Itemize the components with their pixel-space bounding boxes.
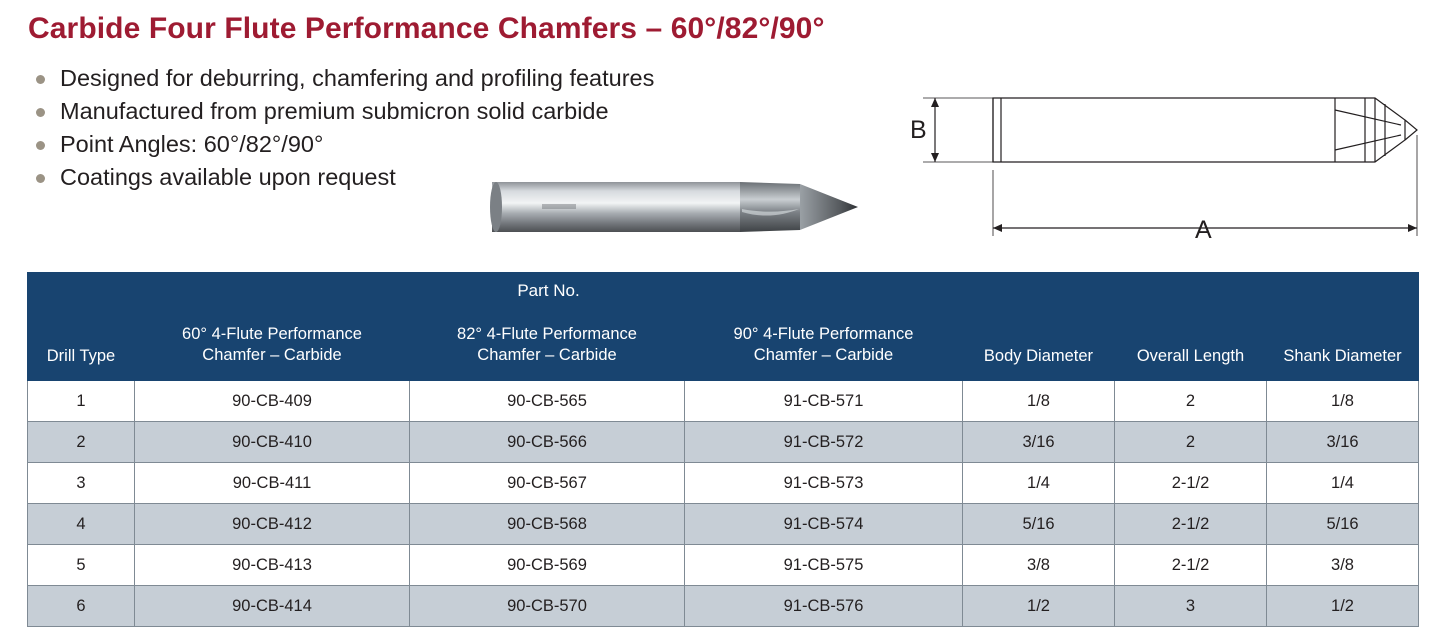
table-row [28,422,1419,463]
cell-part-60: 90-CB-409 [135,381,410,422]
column-header-part-60-line2: Chamfer – Carbide [202,346,342,364]
cell-shank-diameter: 5/16 [1267,504,1419,545]
specifications-table [27,272,1419,627]
cell-part-60: 90-CB-414 [135,586,410,627]
cell-part-90: 91-CB-571 [685,381,963,422]
column-header-body-diameter: Body Diameter [963,273,1115,381]
chamfer-tool-photo [490,168,870,246]
cell-part-82: 90-CB-570 [410,586,685,627]
cell-part-82: 90-CB-567 [410,463,685,504]
cell-part-82: 90-CB-569 [410,545,685,586]
dimension-label-a: A [1195,216,1212,244]
list-item: Designed for deburring, chamfering and profiling features [30,62,790,95]
list-item: Coatings available upon request [30,161,790,194]
column-header-part-90-line1: 90° 4-Flute Performance [733,325,914,344]
cell-overall-length: 2 [1115,422,1267,463]
table-row [28,381,1419,422]
column-header-part-60 [135,310,410,381]
column-header-shank-diameter: Shank Diameter [1267,273,1419,381]
table-row [28,504,1419,545]
cell-overall-length: 2 [1115,381,1267,422]
cell-part-90: 91-CB-573 [685,463,963,504]
cell-part-90: 91-CB-576 [685,586,963,627]
cell-part-90: 91-CB-575 [685,545,963,586]
cell-body-diameter: 3/8 [963,545,1115,586]
cell-part-82: 90-CB-565 [410,381,685,422]
column-header-overall-length: Overall Length [1115,273,1267,381]
cell-part-60: 90-CB-413 [135,545,410,586]
column-header-part-90 [685,310,963,381]
cell-drill-type: 1 [28,381,135,422]
cell-body-diameter: 1/8 [963,381,1115,422]
technical-drawing [905,80,1430,245]
cell-overall-length: 2-1/2 [1115,504,1267,545]
cell-body-diameter: 3/16 [963,422,1115,463]
table-header-row-group [28,273,1419,310]
column-header-part-82-line2: Chamfer – Carbide [477,346,617,364]
cell-shank-diameter: 3/8 [1267,545,1419,586]
cell-shank-diameter: 3/16 [1267,422,1419,463]
cell-part-90: 91-CB-572 [685,422,963,463]
table-row [28,545,1419,586]
cell-shank-diameter: 1/2 [1267,586,1419,627]
cell-body-diameter: 1/4 [963,463,1115,504]
cell-part-82: 90-CB-566 [410,422,685,463]
column-header-drill-type: Drill Type [28,273,135,381]
table-row [28,586,1419,627]
cell-part-82: 90-CB-568 [410,504,685,545]
cell-overall-length: 2-1/2 [1115,463,1267,504]
cell-body-diameter: 5/16 [963,504,1115,545]
column-header-part-90-line2: Chamfer – Carbide [753,346,894,364]
cell-part-60: 90-CB-410 [135,422,410,463]
cell-drill-type: 2 [28,422,135,463]
column-header-part-no: Part No. [135,273,963,310]
cell-drill-type: 6 [28,586,135,627]
cell-shank-diameter: 1/8 [1267,381,1419,422]
column-header-part-82 [410,310,685,381]
cell-overall-length: 3 [1115,586,1267,627]
page-title: Carbide Four Flute Performance Chamfers – 60°/82°/90° [28,12,825,45]
cell-part-60: 90-CB-412 [135,504,410,545]
dimension-label-b: B [910,116,927,144]
cell-drill-type: 4 [28,504,135,545]
cell-part-60: 90-CB-411 [135,463,410,504]
cell-overall-length: 2-1/2 [1115,545,1267,586]
cell-body-diameter: 1/2 [963,586,1115,627]
column-header-part-60-line1: 60° 4-Flute Performance [182,325,362,344]
list-item: Point Angles: 60°/82°/90° [30,128,790,161]
column-header-part-82-line1: 82° 4-Flute Performance [457,325,637,344]
cell-part-90: 91-CB-574 [685,504,963,545]
cell-drill-type: 5 [28,545,135,586]
cell-shank-diameter: 1/4 [1267,463,1419,504]
cell-drill-type: 3 [28,463,135,504]
list-item: Manufactured from premium submicron solid carbide [30,95,790,128]
table-row [28,463,1419,504]
